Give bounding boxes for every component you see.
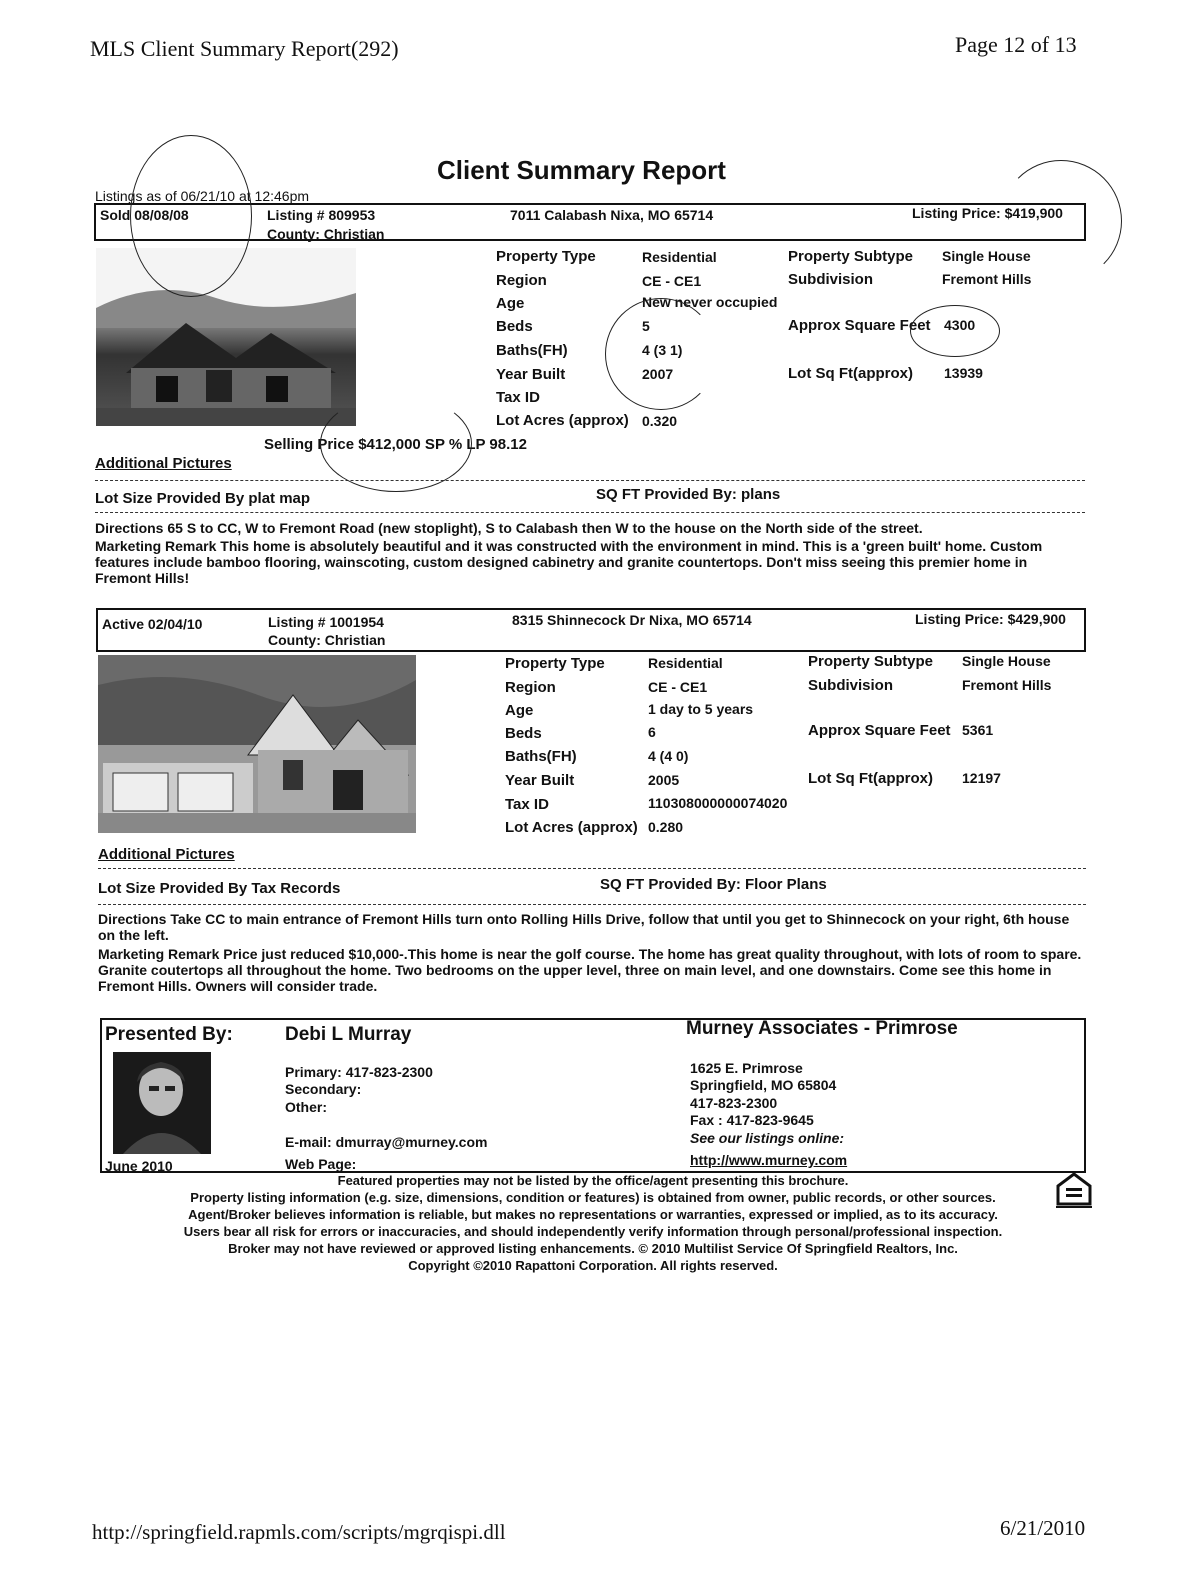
listing2-address: 8315 Shinnecock Dr Nixa, MO 65714	[512, 612, 752, 628]
disclaimer	[100, 1172, 1086, 1274]
listing1-property-type: Residential	[642, 249, 717, 265]
agent-photo-date: June 2010	[105, 1158, 173, 1174]
listing2-marketing-remark: Marketing Remark Price just reduced $10,000-.This home is near the golf course. The home has great quality throughout, with lots of room to spare. Granite coutertops all throughout the home. Two bedrooms on the upper level, three on main level, and one downstairs. Come see this home in Fremont Hills. Owners will consider trade.	[98, 946, 1082, 994]
agent-secondary-phone: Secondary:	[285, 1081, 362, 1097]
listing2-label-region: Region	[505, 679, 556, 696]
disclaimer-line: Users bear all risk for errors or inaccuracies, and should independently verify information through personal/professional inspection.	[183, 1224, 1003, 1239]
disclaimer-line: Agent/Broker believes information is reliable, but makes no representations or warranties, expressed or implied, as to its accuracy.	[188, 1207, 998, 1222]
listing2-subtype: Single House	[962, 653, 1051, 669]
listing2-label-baths: Baths(FH)	[505, 748, 577, 765]
listing1-label-beds: Beds	[496, 318, 533, 335]
listing2-baths: 4 (4 0)	[648, 748, 689, 764]
listing2-price: Listing Price: $429,900	[915, 611, 1066, 627]
listing1-address: 7011 Calabash Nixa, MO 65714	[510, 207, 714, 223]
ink-circle-annotation	[605, 298, 717, 410]
listing1-directions: Directions 65 S to CC, W to Fremont Road (new stoplight), S to Calabash then W to the house on the North side of the street.	[95, 520, 923, 536]
footer-date: 6/21/2010	[1000, 1516, 1086, 1540]
ink-circle-annotation	[320, 395, 472, 492]
listing2-county: County: Christian	[268, 632, 386, 648]
listing1-additional-pictures-link[interactable]: Additional Pictures	[95, 455, 232, 472]
divider	[98, 904, 1086, 905]
listing1-baths: 4 (3 1)	[642, 342, 683, 358]
listing1-selling-price: Selling Price $412,000 SP % LP 98.12	[264, 436, 527, 453]
listing2-label-property-type: Property Type	[505, 655, 605, 672]
listing1-label-year-built: Year Built	[496, 366, 566, 383]
listing2-status: Active 02/04/10	[102, 616, 203, 632]
listing2-house-image	[98, 655, 416, 833]
listing2-label-beds: Beds	[505, 725, 542, 742]
agent-portrait-image	[113, 1052, 211, 1154]
listing2-tax-id: 110308000000074020	[648, 795, 788, 811]
listing1-lot-acres: 0.320	[642, 413, 678, 429]
listing1-label-tax-id: Tax ID	[496, 389, 540, 406]
listing1-beds: 5	[642, 318, 650, 334]
agent-primary-phone: Primary: 417-823-2300	[285, 1064, 433, 1080]
equal-housing-icon	[1054, 1170, 1094, 1210]
listings-as-of: Listings as of 06/21/10 at 12:46pm	[95, 188, 310, 204]
listing2-label-year-built: Year Built	[505, 772, 575, 789]
listing2-label-tax-id: Tax ID	[505, 796, 549, 813]
listing2-property-type: Residential	[648, 655, 723, 671]
disclaimer-line: Featured properties may not be listed by the office/agent presenting this brochure.	[337, 1173, 849, 1188]
disclaimer-line: Copyright ©2010 Rapattoni Corporation. All rights reserved.	[408, 1258, 778, 1273]
listing1-label-region: Region	[496, 272, 547, 289]
listing1-year-built: 2007	[642, 366, 674, 382]
listing1-label-lot-sqft: Lot Sq Ft(approx)	[788, 365, 913, 382]
listing2-label-subdivision: Subdivision	[808, 677, 894, 694]
listing2-label-age: Age	[505, 702, 534, 719]
divider	[95, 480, 1085, 481]
listing2-house-photo[interactable]	[98, 655, 416, 833]
report-title: Client Summary Report	[437, 155, 726, 185]
listing2-number: Listing # 1001954	[268, 614, 384, 630]
listing2-lot-size-provided: Lot Size Provided By Tax Records	[98, 880, 341, 897]
listing1-label-baths: Baths(FH)	[496, 342, 568, 359]
listing2-label-sqft: Approx Square Feet	[808, 722, 951, 739]
listing1-age: New never occupied	[642, 294, 778, 310]
divider	[95, 512, 1085, 513]
ink-circle-annotation	[1000, 160, 1122, 282]
agent-email[interactable]: E-mail: dmurray@murney.com	[285, 1134, 488, 1150]
listing2-lot-acres: 0.280	[648, 819, 684, 835]
listing2-label-lot-acres: Lot Acres (approx)	[505, 819, 638, 836]
listing2-beds: 6	[648, 724, 656, 740]
agent-other-phone: Other:	[285, 1099, 327, 1115]
agent-box	[100, 1018, 1086, 1173]
browser-print-title: MLS Client Summary Report(292)	[90, 36, 399, 61]
listing1-region: CE - CE1	[642, 273, 702, 289]
listing1-number: Listing # 809953	[267, 207, 376, 223]
listing1-sqft: 4300	[944, 317, 976, 333]
listing1-label-subdivision: Subdivision	[788, 271, 874, 288]
office-phone: 417-823-2300	[690, 1095, 778, 1111]
listing2-subdivision: Fremont Hills	[962, 677, 1052, 693]
agent-web-page: Web Page:	[285, 1156, 357, 1172]
listing2-sqft: 5361	[962, 722, 994, 738]
listing1-label-subtype: Property Subtype	[788, 248, 914, 265]
ink-circle-annotation	[130, 135, 252, 297]
listing2-region: CE - CE1	[648, 679, 708, 695]
footer-url: http://springfield.rapmls.com/scripts/mgrqispi.dll	[92, 1520, 506, 1544]
listing1-county: County: Christian	[267, 226, 385, 242]
listing1-marketing-remark: Marketing Remark This home is absolutely beautiful and it was constructed with the environment in mind. This is a 'green built' home. Custom features include bamboo flooring, wainscoting, custom designed cabinetry and granite countertops. Don't miss seeing this premier home in Fremont Hills!	[95, 538, 1043, 586]
listing2-directions: Directions Take CC to main entrance of Fremont Hills turn onto Rolling Hills Drive, follow that until you get to Shinnecock on your right, 6th house on the left.	[98, 911, 1070, 943]
disclaimer-line: Property listing information (e.g. size, dimensions, condition or features) is obtained from owner, public records, or other sources.	[190, 1190, 996, 1205]
listing2-label-subtype: Property Subtype	[808, 653, 934, 670]
listing1-label-age: Age	[496, 295, 525, 312]
listing1-subtype: Single House	[942, 248, 1031, 264]
listing1-status: Sold 08/08/08	[100, 207, 189, 223]
office-name: Murney Associates - Primrose	[686, 1018, 958, 1039]
listing2-age: 1 day to 5 years	[648, 701, 754, 717]
agent-name: Debi L Murray	[285, 1024, 412, 1045]
listing1-lot-size-provided: Lot Size Provided By plat map	[95, 490, 311, 507]
page-number: Page 12 of 13	[955, 32, 1077, 57]
ink-circle-annotation	[910, 305, 1000, 357]
listing2-year-built: 2005	[648, 772, 680, 788]
office-address-line1: 1625 E. Primrose	[690, 1060, 803, 1076]
listing1-label-property-type: Property Type	[496, 248, 596, 265]
listing1-sqft-provided: SQ FT Provided By: plans	[596, 486, 781, 503]
disclaimer-line: Broker may not have reviewed or approved listing enhancements. © 2010 Multilist Service Of Springfield Realtors, Inc.	[228, 1241, 958, 1256]
office-website-link[interactable]: http://www.murney.com	[690, 1152, 848, 1168]
presented-by-label: Presented By:	[105, 1024, 233, 1045]
listing1-label-sqft: Approx Square Feet	[788, 317, 931, 334]
listing2-label-lot-sqft: Lot Sq Ft(approx)	[808, 770, 933, 787]
listing1-subdivision: Fremont Hills	[942, 271, 1032, 287]
listing2-lot-sqft: 12197	[962, 770, 1001, 786]
listing2-sqft-provided: SQ FT Provided By: Floor Plans	[600, 876, 827, 893]
office-address-line2: Springfield, MO 65804	[690, 1077, 837, 1093]
listing2-additional-pictures-link[interactable]: Additional Pictures	[98, 846, 235, 863]
listing1-price: Listing Price: $419,900	[912, 205, 1063, 221]
listing1-lot-sqft: 13939	[944, 365, 983, 381]
listing1-label-lot-acres: Lot Acres (approx)	[496, 412, 629, 429]
divider	[98, 868, 1086, 869]
agent-avatar	[113, 1052, 211, 1154]
office-fax: Fax : 417-823-9645	[690, 1112, 814, 1128]
see-listings-online: See our listings online:	[690, 1130, 845, 1146]
